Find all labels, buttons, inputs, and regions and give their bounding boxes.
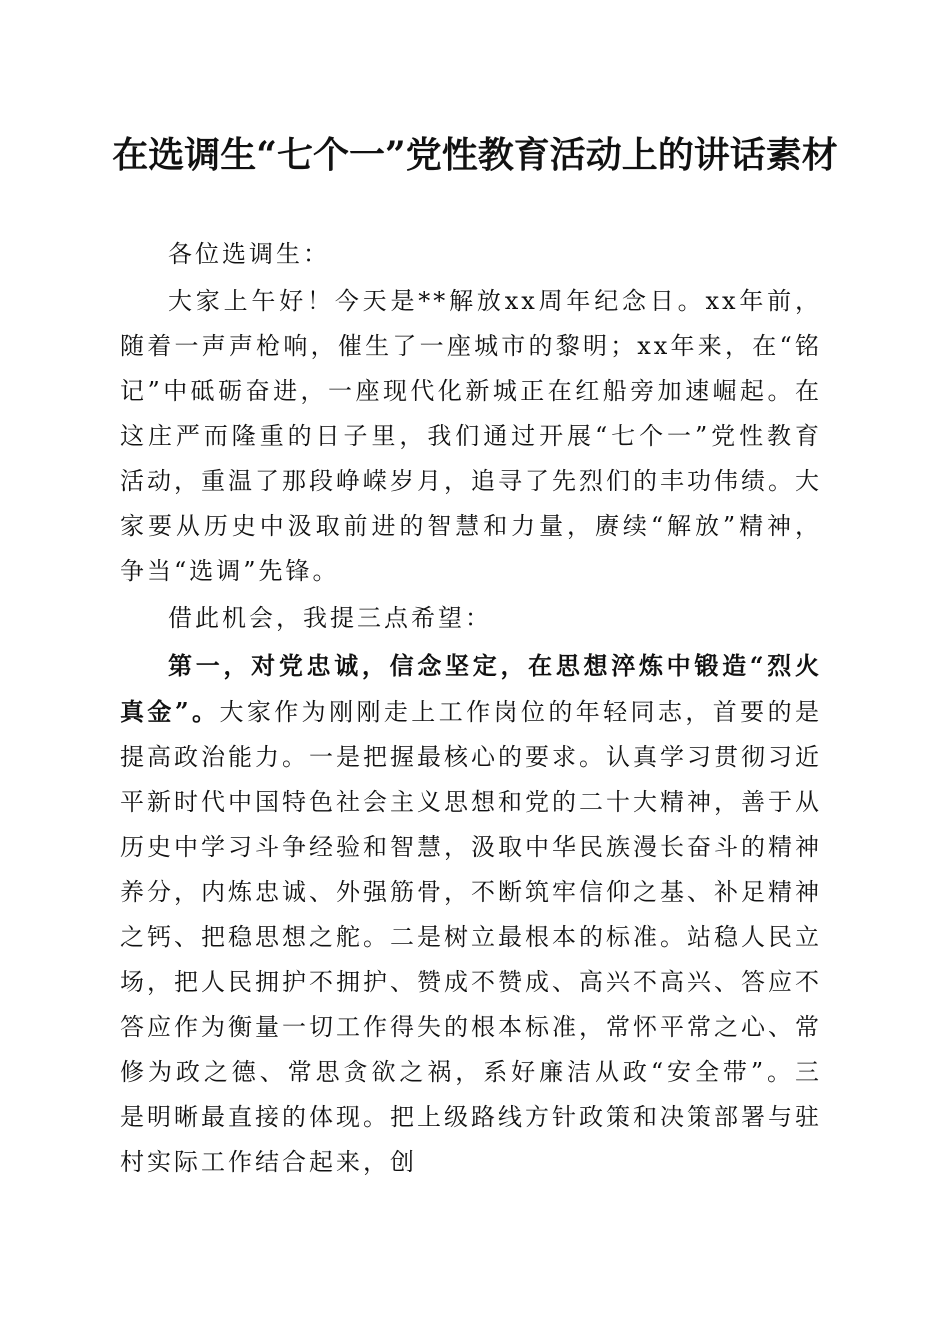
document-title: 在选调生“七个一”党性教育活动上的讲话素材 (112, 134, 838, 176)
first-point-body: 大家作为刚刚走上工作岗位的年轻同志，首要的是提高政治能力。一是把握最核心的要求。认真学习贯彻习近平新时代中国特色社会主义思想和党的二十大精神，善于从历史中学习斗争经验和智慧，汲取中华民族漫长奋斗的精神养分，内炼忠诚、外强筋骨，不断筑牢信仰之基、补足精神之钙、把稳思想之舵。二是树立最根本的标准。站稳人民立场，把人民拥护不拥护、赞成不赞成、高兴不高兴、答应不答应作为衡量一切工作得失的根本标准，常怀平常之心、常修为政之德、常思贪欲之祸，系好廉洁从政“安全带”。三是明晰最直接的体现。把上级路线方针政策和决策部署与驻村实际工作结合起来，创 (120, 698, 822, 1176)
paragraph-first-point (120, 643, 822, 1185)
salutation: 各位选调生： (168, 240, 330, 268)
paragraph-transition: 借此机会，我提三点希望： (168, 604, 492, 632)
first-point-heading: 第一，对党忠诚，信念坚定，在思想淬炼中锻造“烈火真金”。 (120, 651, 822, 726)
paragraph-opening: 大家上午好！今天是**解放xx周年纪念日。xx年前，随着一声声枪响，催生了一座城市的黎明；xx年来，在“铭记”中砥砺奋进，一座现代化新城正在红船旁加速崛起。在这庄严而隆重的日子里，我们通过开展“七个一”党性教育活动，重温了那段峥嵘岁月，追寻了先烈们的丰功伟绩。大家要从历史中汲取前进的智慧和力量，赓续“解放”精神，争当“选调”先锋。 (120, 287, 822, 585)
document-body (120, 232, 822, 1185)
